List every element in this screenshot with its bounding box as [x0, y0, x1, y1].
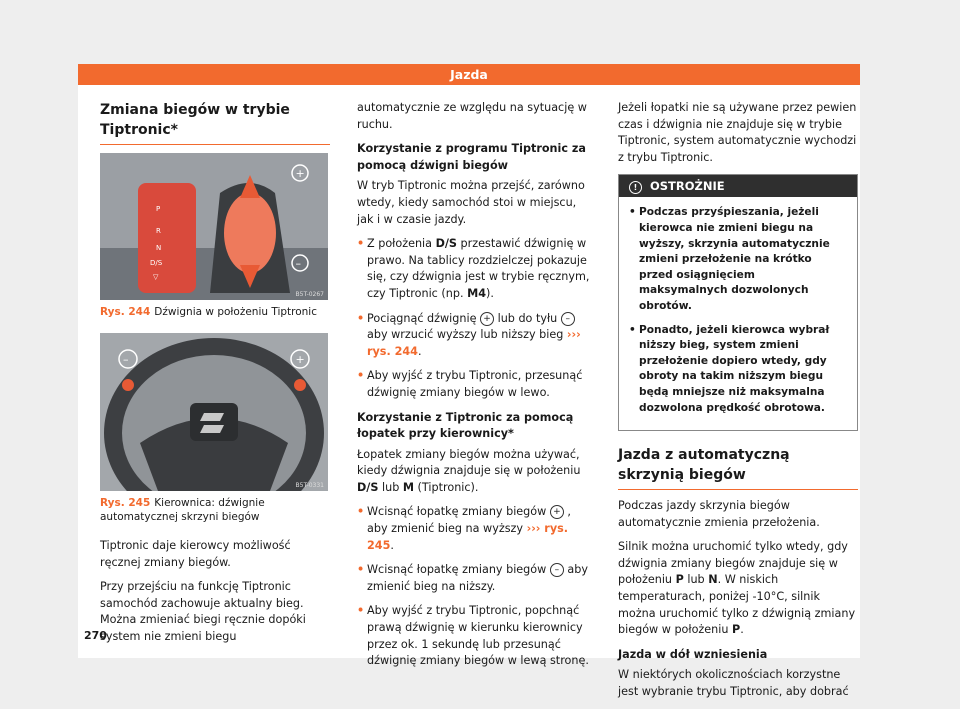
paragraph: Jeżeli łopatki nie są używane przez pewien czas i dźwignia nie znajduje się w trybie Tiptronic, system automatycznie wychodzi z trybu Tiptronic. [618, 101, 857, 164]
plus-icon: + [295, 167, 305, 180]
steering-wheel-illustration [100, 333, 328, 491]
warning-icon: ! [629, 181, 642, 194]
figure-reference-link[interactable]: ››› rys. 244 [367, 328, 581, 358]
figure-caption-text: Kierownica: dźwignie automatycznej skrzyni biegów [100, 497, 265, 523]
lever-label-p: P [156, 205, 161, 213]
column-3 [618, 100, 858, 709]
figure-reference-link[interactable]: ››› rys. 245 [367, 522, 569, 552]
section-rule [618, 489, 858, 490]
plus-key-icon: + [550, 505, 564, 519]
figure-number: Rys. 244 [100, 306, 151, 318]
paragraph: Łopatek zmiany biegów można używać, kiedy dźwignia znajduje się w położeniu D/S lub M (Tiptronic). [357, 447, 581, 494]
minus-icon: – [123, 353, 129, 366]
minus-key-icon: – [550, 563, 564, 577]
bullet-item: • Wcisnąć łopatkę zmiany biegów – aby zmienić bieg na niższy. [357, 563, 588, 593]
figure-code: B5T-0267 [295, 291, 324, 298]
paragraph: automatycznie ze względu na sytuację w ruchu. [357, 101, 587, 131]
page-number: 270 [84, 629, 107, 642]
bullet-item: • Wcisnąć łopatkę zmiany biegów + , aby zmienić bieg na wyższy ››› rys. 245. [357, 505, 571, 552]
paragraph: Silnik można uruchomić tylko wtedy, gdy dźwignia zmiany biegów znajduje się w położeniu P lub N. W niskich temperaturach, poniżej -10°C, silnik można uruchomić tylko z dźwignią zmiany biegów w położeniu P. [618, 540, 856, 637]
gear-lever-illustration [100, 153, 328, 300]
paragraph: Przy przejściu na funkcję Tiptronic samochód zachowuje aktualny bieg. Można zmieniać biegi ręcznie dopóki system nie zmieni biegu [100, 580, 306, 643]
subheading: Jazda w dół wzniesienia [618, 647, 768, 661]
figure-caption-244 [100, 305, 330, 319]
paragraph: W tryb Tiptronic można przejść, zarówno wtedy, kiedy samochód stoi w miejscu, jak i w czasie jazdy. [357, 179, 585, 226]
minus-icon: – [295, 257, 301, 270]
lever-label-down: ▽ [153, 273, 159, 281]
section-title-automatic: Jazda z automatyczną skrzynią biegów [618, 447, 790, 484]
column-2 [357, 100, 595, 678]
figure-number: Rys. 245 [100, 497, 151, 509]
manual-page [78, 64, 860, 699]
bullet-item: • Pociągnąć dźwignię + lub do tyłu – aby wrzucić wyższy lub niższy bieg ››› rys. 244. [357, 311, 581, 358]
warning-item: • Podczas przyśpieszania, jeżeli kierowca nie zmieni biegu na wyższy, skrzynia automatycznie zmieni przełożenie na krótko przed osiągnięciem maksymalnych dozwolonych obrotów. [629, 206, 830, 312]
warning-header: ! OSTROŻNIE [619, 175, 857, 197]
paragraph: W niektórych okolicznościach korzystne jest wybranie trybu Tiptronic, aby dobrać [618, 668, 849, 699]
bullet-item: • Aby wyjść z trybu Tiptronic, popchnąć prawą dźwignię w kierunku kierownicy przez ok. 1 sekundę lub przesunąć dźwignię zmiany biegów w lewą stronę. [357, 604, 589, 668]
figure-caption-text: Dźwignia w położeniu Tiptronic [154, 306, 317, 318]
paragraph: Podczas jazdy skrzynia biegów automatycznie zmienia przełożenia. [618, 499, 820, 529]
lever-label-n: N [156, 244, 162, 252]
paragraph: Tiptronic daje kierowcy możliwość ręcznej zmiany biegów. [100, 539, 291, 569]
figure-code: B5T-0331 [295, 482, 324, 489]
figure-244 [100, 153, 328, 300]
section-title-tiptronic: Zmiana biegów w trybie Tiptronic* [100, 102, 290, 138]
column-1 [100, 100, 330, 654]
figure-245 [100, 333, 328, 491]
plus-icon: + [295, 353, 305, 366]
bullet-item: • Aby wyjść z trybu Tiptronic, przesunąć dźwignię zmiany biegów w lewo. [357, 369, 583, 399]
lever-label-r: R [156, 227, 161, 235]
chapter-header: Jazda [78, 64, 860, 85]
warning-box [618, 174, 858, 431]
minus-key-icon: – [561, 312, 575, 326]
lever-label-ds: D/S [150, 259, 163, 267]
bullet-item: • Z położenia D/S przestawić dźwignię w prawo. Na tablicy rozdzielczej pokazuje się, czy dźwignia jest w trybie ręcznym, czy Tiptronic (np. M4). [357, 237, 590, 300]
subheading: Korzystanie z Tiptronic za pomocą łopatek przy kierownicy* [357, 410, 574, 441]
plus-key-icon: + [480, 312, 494, 326]
warning-item: • Ponadto, jeżeli kierowca wybrał niższy bieg, system zmieni przełożenie dopiero wtedy, gdy obroty na takim niższym biegu będą mniejsze niż maksymalna dozwolona prędkość obrotowa. [629, 323, 830, 414]
section-rule [100, 144, 330, 145]
figure-caption-245 [100, 496, 330, 524]
subheading: Korzystanie z programu Tiptronic za pomocą dźwigni biegów [357, 142, 586, 172]
